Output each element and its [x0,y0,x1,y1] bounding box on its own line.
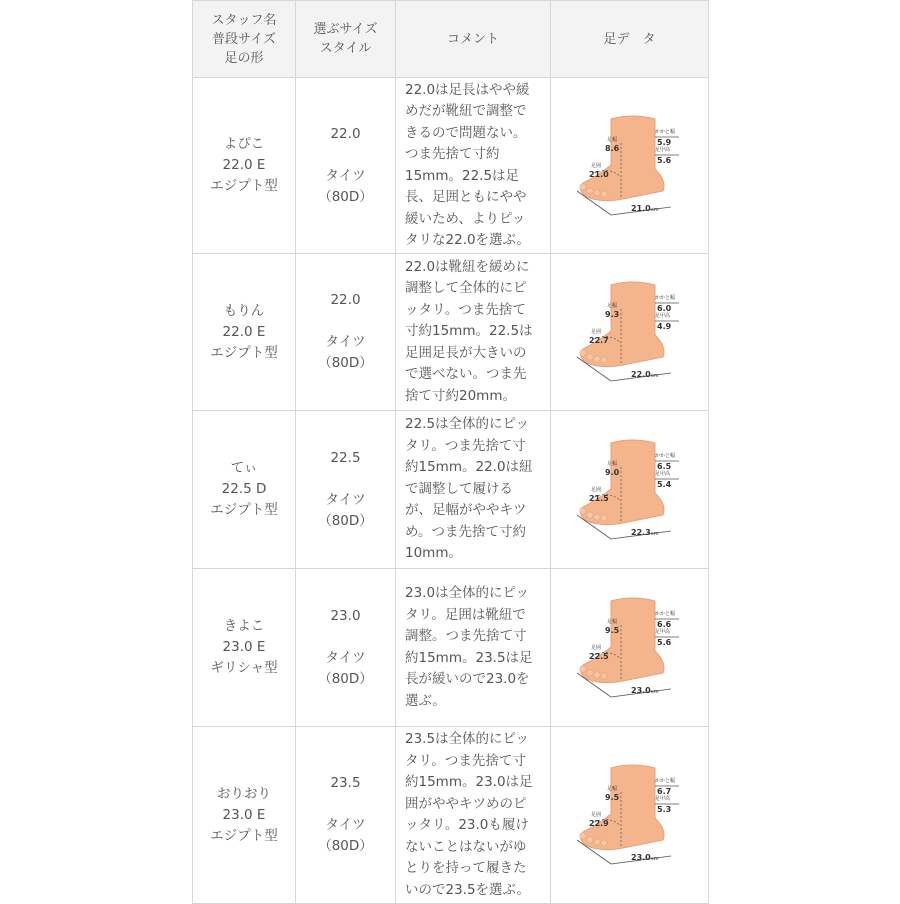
comment-line: 足囲足長が大きいの [405,344,527,361]
comment-line: 10mm。 [405,545,462,562]
size-style-cell [296,727,396,904]
staff-size-table [192,0,709,904]
style-denier: （80D） [318,838,373,854]
instep-height-value: 5.3 [656,805,671,814]
instep-height-label: 足甲高 [654,313,670,319]
table-row [193,254,709,411]
foot-length-value: 23.0 [630,685,651,695]
heel-width-value: 6.7 [656,787,671,796]
toe-shape [579,183,585,189]
comment-line: タリ。つま先捨て寸 [405,437,526,454]
foot-width-value: 9.5 [604,793,619,802]
foot-length-unit: cm [650,856,659,862]
foot-width-value: 9.5 [604,625,619,635]
foot-length-value: 22.0 [630,370,651,379]
style-name: タイツ [325,491,366,508]
staff-usual-size: 22.0 E [222,157,266,173]
heel-width-label: かかと幅 [654,452,675,459]
staff-usual-size: 23.0 E [222,639,266,655]
comment-line: きるので問題ない。 [405,124,527,141]
comment-line: タリな22.0を選ぶ。 [405,232,530,248]
foot-width-value: 9.0 [604,467,619,477]
comment-line: 長が緩いので23.0を [405,671,530,687]
foot-girth-label: 足囲 [590,486,601,493]
comment-cell [396,254,551,411]
comment-cell [396,78,551,254]
toe-shape [600,840,606,846]
size-style-cell [296,78,396,254]
comment-line: 約15mm。23.5は足 [405,649,533,666]
size-style-cell [296,569,396,727]
staff-size-table-wrapper [192,0,708,904]
toe-shape [593,356,599,362]
header-size-style [296,1,396,78]
instep-height-value: 5.4 [656,479,671,489]
foot-length-unit: cm [650,373,659,379]
foot-length-unit: cm [650,206,659,213]
comment-line: ないことはないがゆ [405,838,527,855]
comment-line: タリ。足囲は靴紐で [405,606,526,623]
foot-measurement-illustration [571,107,689,225]
chosen-size: 23.5 [330,775,361,791]
foot-length-unit: cm [650,688,659,695]
heel-width-label: かかと幅 [654,295,675,301]
foot-width-label: 足幅 [606,786,617,792]
toe-shape [579,350,585,356]
foot-data-cell [551,569,709,727]
instep-height-label: 足甲高 [654,796,670,802]
toe-shape [593,513,599,519]
comment-line: 22.0は足長はやや緩 [405,81,530,98]
staff-usual-size: 22.0 E [222,323,266,340]
comment-line: め。つま先捨て寸約 [405,523,526,540]
style-denier: （80D） [318,355,373,371]
foot-length-value: 21.0 [630,203,651,213]
toe-shape [586,669,592,675]
chosen-size: 23.0 [330,607,361,624]
toe-shape [579,665,585,671]
foot-data-cell [551,411,709,569]
staff-foot-shape: エジプト型 [210,344,278,361]
style-name: タイツ [325,817,366,833]
foot-girth-label: 足囲 [590,162,601,169]
instep-height-label: 足甲高 [654,470,670,477]
staff-usual-size: 23.0 E [222,806,266,823]
size-style-cell [296,254,396,411]
header-staff [193,1,296,78]
foot-girth-label: 足囲 [590,329,601,335]
foot-width-label: 足幅 [606,460,617,467]
staff-name: てぃ [230,460,258,476]
comment-line: 23.5は全体的にピッ [405,731,530,747]
comment-cell [396,727,551,904]
staff-cell [193,727,296,904]
staff-foot-shape: ギリシャ型 [210,660,278,676]
toe-shape [600,672,606,678]
comment-line: ッタリ。23.0も履け [405,817,529,833]
comment-line: 15mm。22.5は足 [405,167,520,184]
foot-girth-label: 足囲 [590,644,601,651]
foot-shape [580,598,663,683]
staff-foot-shape: エジプト型 [210,827,278,844]
comment-line: 約15mm。22.0は紐 [405,459,533,476]
staff-cell [193,569,296,727]
comment-line: めだが靴紐で調整で [405,103,527,119]
instep-height-value: 5.6 [656,637,671,647]
staff-cell [193,254,296,411]
comment-cell [396,569,551,727]
toe-shape [586,187,592,193]
heel-width-label: かかと幅 [654,128,675,135]
instep-height-label: 足甲高 [654,146,670,153]
comment-line: 調整して全体的にピ [405,280,527,297]
table-header-row [193,1,709,78]
header-staff-line: スタッフ名 [211,12,277,28]
toe-shape [600,357,606,363]
table-row [193,78,709,254]
heel-width-value: 6.6 [656,619,671,629]
style-name: タイツ [325,334,366,350]
chosen-size: 22.0 [330,292,361,308]
foot-length-unit: cm [650,530,659,537]
comment-line: 選ぶ。 [405,692,446,709]
staff-name: きよこ [223,618,265,634]
comment-line: つま先捨て寸約 [405,146,500,162]
toe-shape [586,354,592,360]
instep-height-value: 4.9 [656,322,671,331]
staff-foot-shape: エジプト型 [210,178,278,194]
comment-line: タリ。つま先捨て寸 [405,752,526,769]
comment-line: いので23.5を選ぶ。 [405,881,530,898]
staff-usual-size: 22.5 D [221,481,267,497]
foot-data-cell [551,727,709,904]
header-style-line: スタイル [319,41,372,56]
heel-width-value: 6.0 [656,304,671,313]
staff-cell [193,411,296,569]
comment-line: 22.0は靴紐を緩めに [405,258,530,275]
style-name: タイツ [325,167,366,184]
staff-name: もりん [223,302,265,319]
foot-shape [580,765,663,850]
comment-line: ッタリ。つま先捨て [405,301,526,318]
header-staff-line: 普段サイズ [212,31,276,47]
heel-width-label: かかと幅 [654,778,675,784]
header-staff-line: 足の形 [224,50,264,66]
foot-shape [580,440,663,525]
foot-girth-value: 22.7 [588,336,609,345]
toe-shape [600,190,606,196]
toe-shape [600,514,606,520]
staff-name: よぴこ [223,136,265,152]
comment-cell [396,411,551,569]
style-denier: （80D） [318,188,373,205]
foot-data-cell [551,254,709,411]
foot-width-value: 9.3 [604,310,619,319]
staff-name: おりおり [217,785,271,802]
comment-line: で調整して履ける [405,480,513,497]
style-denier: （80D） [318,670,373,687]
foot-measurement-illustration [571,756,689,874]
heel-width-value: 5.9 [656,137,671,147]
toe-shape [579,507,585,513]
foot-length-value: 22.3 [630,527,651,537]
chosen-size: 22.0 [330,125,361,142]
staff-cell [193,78,296,254]
foot-measurement-illustration [571,273,689,391]
header-comment: コメント [396,1,551,78]
header-foot-data: 足デ タ [551,1,709,78]
comment-line: 長、足囲ともにやや [405,189,527,205]
foot-data-cell [551,78,709,254]
toe-shape [586,511,592,517]
toe-shape [593,189,599,195]
staff-foot-shape: エジプト型 [210,502,278,518]
comment-line: とりを持って履きた [405,860,527,876]
foot-girth-value: 21.0 [588,169,609,179]
table-row [193,727,709,904]
style-name: タイツ [325,649,366,666]
foot-shape [580,116,663,201]
foot-shape [580,282,663,367]
toe-shape [593,671,599,677]
comment-line: 捨て寸約20mm。 [405,387,516,404]
toe-shape [579,833,585,839]
toe-shape [586,837,592,843]
table-row [193,411,709,569]
foot-measurement-illustration [571,589,689,707]
style-denier: （80D） [318,512,373,529]
foot-width-label: 足幅 [606,136,617,143]
foot-width-label: 足幅 [606,618,617,625]
comment-line: 囲がややキツめのピ [405,795,527,812]
foot-length-value: 23.0 [630,853,651,862]
foot-width-label: 足幅 [606,303,617,309]
toe-shape [593,839,599,845]
comment-line: が、足幅がややキツ [405,502,527,519]
foot-width-value: 8.6 [604,143,619,153]
comment-line: 23.0は全体的にピッ [405,585,530,601]
heel-width-label: かかと幅 [654,610,675,617]
foot-girth-label: 足囲 [590,812,601,818]
foot-girth-value: 22.9 [588,819,609,828]
comment-line: で選べない。つま先 [405,366,527,383]
chosen-size: 22.5 [330,449,361,466]
header-size-line: 選ぶサイズ [313,22,378,37]
comment-line: 調整。つま先捨て寸 [405,628,527,644]
size-style-cell [296,411,396,569]
foot-girth-value: 22.5 [588,651,609,661]
table-row [193,569,709,727]
heel-width-value: 6.5 [656,461,671,471]
comment-line: 緩いため、よりピッ [405,210,526,227]
instep-height-value: 5.6 [656,155,671,165]
comment-line: 22.5は全体的にピッ [405,416,530,433]
comment-line: 寸約15mm。22.5は [405,323,533,340]
instep-height-label: 足甲高 [654,628,670,635]
foot-measurement-illustration [571,431,689,549]
comment-line: 約15mm。23.0は足 [405,774,533,790]
foot-girth-value: 21.5 [588,493,609,503]
